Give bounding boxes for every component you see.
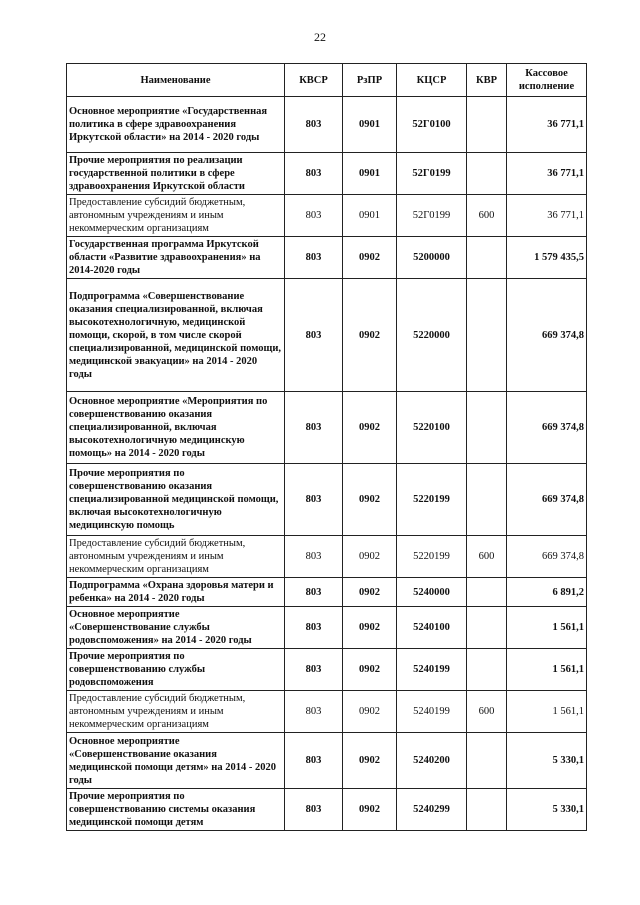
cell-name: Основное мероприятие «Совершенствование оказания медицинской помощи детям» на 2014 - 2020 годы	[67, 733, 285, 789]
cell-kvr	[467, 97, 507, 153]
cell-name: Подпрограмма «Охрана здоровья матери и ребенка» на 2014 - 2020 годы	[67, 578, 285, 607]
cell-kvr: 600	[467, 536, 507, 578]
table-row	[67, 733, 587, 789]
cell-kvsr: 803	[285, 789, 343, 831]
cell-amount: 1 561,1	[507, 649, 587, 691]
cell-name: Прочие мероприятия по совершенствованию службы родовспоможения	[67, 649, 285, 691]
cell-amount: 669 374,8	[507, 279, 587, 392]
cell-amount: 1 561,1	[507, 607, 587, 649]
cell-rzpr: 0902	[343, 649, 397, 691]
cell-kvsr: 803	[285, 464, 343, 536]
cell-amount: 5 330,1	[507, 733, 587, 789]
cell-rzpr: 0902	[343, 536, 397, 578]
table-row	[67, 464, 587, 536]
cell-name: Основное мероприятие «Государственная политика в сфере здравоохранения Иркутской области» на 2014 - 2020 годы	[67, 97, 285, 153]
header-kvsr: КВСР	[285, 64, 343, 97]
cell-amount: 669 374,8	[507, 536, 587, 578]
cell-kcsr: 5240100	[397, 607, 467, 649]
cell-kvsr: 803	[285, 578, 343, 607]
table-row	[67, 578, 587, 607]
cell-name: Государственная программа Иркутской области «Развитие здравоохранения» на 2014-2020 годы	[67, 237, 285, 279]
cell-amount: 5 330,1	[507, 789, 587, 831]
cell-name: Основное мероприятие «Мероприятия по совершенствованию оказания специализированной, включая высокотехнологичную медицинскую помощь» на 2014 - 2020 годы	[67, 392, 285, 464]
cell-rzpr: 0902	[343, 237, 397, 279]
cell-kvr	[467, 789, 507, 831]
cell-kcsr: 5240200	[397, 733, 467, 789]
cell-rzpr: 0902	[343, 733, 397, 789]
cell-rzpr: 0902	[343, 464, 397, 536]
cell-kvr	[467, 392, 507, 464]
cell-rzpr: 0902	[343, 789, 397, 831]
table-row	[67, 195, 587, 237]
cell-kvsr: 803	[285, 237, 343, 279]
cell-kvr	[467, 607, 507, 649]
cell-rzpr: 0901	[343, 153, 397, 195]
cell-kvr: 600	[467, 691, 507, 733]
header-kcsr: КЦСР	[397, 64, 467, 97]
header-amount: Кассовое исполнение	[507, 64, 587, 97]
cell-kcsr: 5240299	[397, 789, 467, 831]
cell-amount: 36 771,1	[507, 97, 587, 153]
cell-name: Предоставление субсидий бюджетным, автономным учреждениям и иным некоммерческим организациям	[67, 195, 285, 237]
cell-kvsr: 803	[285, 607, 343, 649]
cell-amount: 1 579 435,5	[507, 237, 587, 279]
cell-kvsr: 803	[285, 733, 343, 789]
cell-name: Предоставление субсидий бюджетным, автономным учреждениям и иным некоммерческим организациям	[67, 536, 285, 578]
cell-kvsr: 803	[285, 97, 343, 153]
cell-kcsr: 5220100	[397, 392, 467, 464]
cell-kcsr: 5240000	[397, 578, 467, 607]
table-row	[67, 392, 587, 464]
table-row	[67, 607, 587, 649]
cell-name: Прочие мероприятия по реализации государственной политики в сфере здравоохранения Иркутской области	[67, 153, 285, 195]
cell-kvr	[467, 464, 507, 536]
table-row	[67, 153, 587, 195]
table-row	[67, 237, 587, 279]
page-number: 22	[314, 30, 326, 44]
cell-amount: 36 771,1	[507, 195, 587, 237]
cell-kcsr: 5240199	[397, 649, 467, 691]
cell-name: Предоставление субсидий бюджетным, автономным учреждениям и иным некоммерческим организациям	[67, 691, 285, 733]
cell-kvsr: 803	[285, 649, 343, 691]
cell-amount: 6 891,2	[507, 578, 587, 607]
cell-kvr	[467, 578, 507, 607]
cell-name: Прочие мероприятия по совершенствованию системы оказания медицинской помощи детям	[67, 789, 285, 831]
table-header-row	[67, 64, 587, 97]
cell-amount: 1 561,1	[507, 691, 587, 733]
cell-kcsr: 5240199	[397, 691, 467, 733]
cell-rzpr: 0901	[343, 195, 397, 237]
cell-kvr	[467, 279, 507, 392]
cell-kvr	[467, 237, 507, 279]
cell-rzpr: 0901	[343, 97, 397, 153]
cell-kvr	[467, 153, 507, 195]
cell-name: Основное мероприятие «Совершенствование службы родовспоможения» на 2014 - 2020 годы	[67, 607, 285, 649]
cell-kcsr: 5220000	[397, 279, 467, 392]
cell-kvr	[467, 733, 507, 789]
cell-kvsr: 803	[285, 392, 343, 464]
budget-table	[66, 63, 587, 831]
cell-kcsr: 5220199	[397, 536, 467, 578]
table-row	[67, 649, 587, 691]
cell-rzpr: 0902	[343, 691, 397, 733]
table-row	[67, 691, 587, 733]
cell-kcsr: 52Г0100	[397, 97, 467, 153]
cell-name: Прочие мероприятия по совершенствованию оказания специализированной медицинской помощи, включая высокотехнологичную медицинскую помощь	[67, 464, 285, 536]
cell-amount: 669 374,8	[507, 392, 587, 464]
cell-rzpr: 0902	[343, 279, 397, 392]
cell-kvsr: 803	[285, 691, 343, 733]
cell-amount: 36 771,1	[507, 153, 587, 195]
cell-kvsr: 803	[285, 279, 343, 392]
table-row	[67, 536, 587, 578]
cell-kcsr: 5200000	[397, 237, 467, 279]
cell-kvr	[467, 649, 507, 691]
cell-kcsr: 52Г0199	[397, 153, 467, 195]
header-kvr: КВР	[467, 64, 507, 97]
cell-kvsr: 803	[285, 153, 343, 195]
table-row	[67, 97, 587, 153]
header-rzpr: РзПР	[343, 64, 397, 97]
cell-kvr: 600	[467, 195, 507, 237]
cell-kvsr: 803	[285, 536, 343, 578]
cell-amount: 669 374,8	[507, 464, 587, 536]
cell-kvsr: 803	[285, 195, 343, 237]
cell-kcsr: 52Г0199	[397, 195, 467, 237]
table-row	[67, 279, 587, 392]
cell-name: Подпрограмма «Совершенствование оказания специализированной, включая высокотехнологичную, медицинской помощи, скорой, в том числе скорой специализированной, медицинской помощи, медицинской эвакуации» на 2014 - 2020 годы	[67, 279, 285, 392]
table-row	[67, 789, 587, 831]
cell-kcsr: 5220199	[397, 464, 467, 536]
table-body	[67, 97, 587, 831]
cell-rzpr: 0902	[343, 607, 397, 649]
cell-rzpr: 0902	[343, 578, 397, 607]
cell-rzpr: 0902	[343, 392, 397, 464]
header-name: Наименование	[67, 64, 285, 97]
